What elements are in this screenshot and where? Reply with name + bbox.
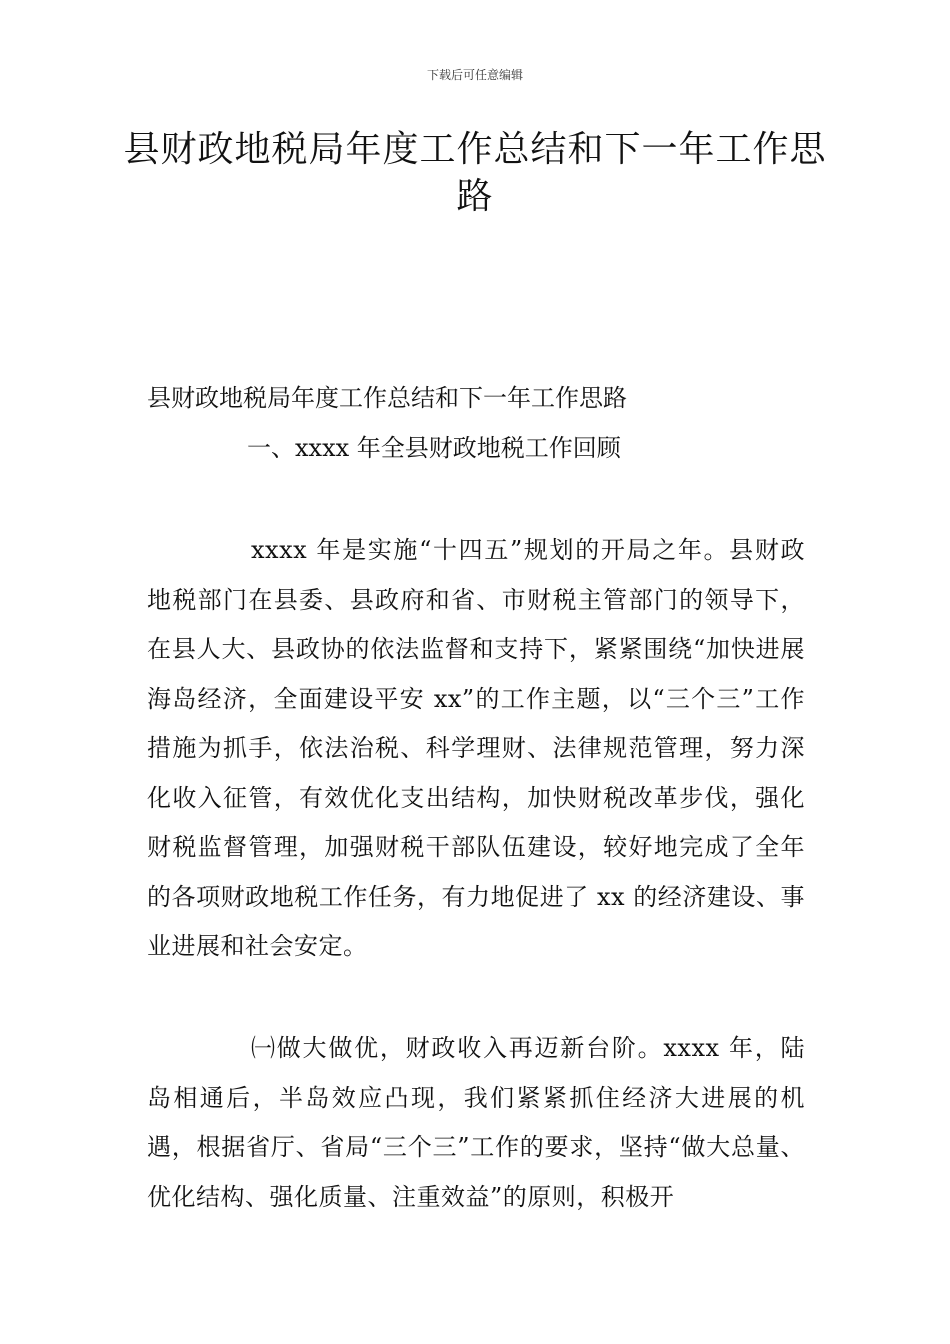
body-paragraph-1: xxxx 年是实施“十四五”规划的开局之年。县财政地税部门在县委、县政府和省、市财税主管部门的领导下，在县人大、县政协的依法监督和支持下，紧紧围绕“加快进展海岛经济，全面建设平安 xx”的工作主题，以“三个三”工作措施为抓手，依法治税、科学理财、法律规范管理，努力深化收入征管，有效优化支出结构，加快财税改革步伐，强化财税监督管理，加强财税干部队伍建设，较好地完成了全年的各项财政地税工作任务，有力地促进了 xx 的经济建设、事业进展和社会安定。 xyxy=(147,536,805,960)
header-note: 下载后可任意编辑 xyxy=(426,68,523,82)
section-heading: 一、xxxx 年全县财政地税工作回顾 xyxy=(247,434,621,462)
document-title: 县财政地税局年度工作总结和下一年工作思路 xyxy=(123,129,827,217)
document-subtitle: 县财政地税局年度工作总结和下一年工作思路 xyxy=(147,384,627,412)
body-paragraph-2: ㈠做大做优，财政收入再迈新台阶。xxxx 年，陆岛相通后，半岛效应凸现，我们紧紧抓住经济大进展的机遇，根据省厅、省局“三个三”工作的要求，坚持“做大总量、优化结构、强化质量、注重效益”的原则，积极开 xyxy=(147,1034,805,1211)
